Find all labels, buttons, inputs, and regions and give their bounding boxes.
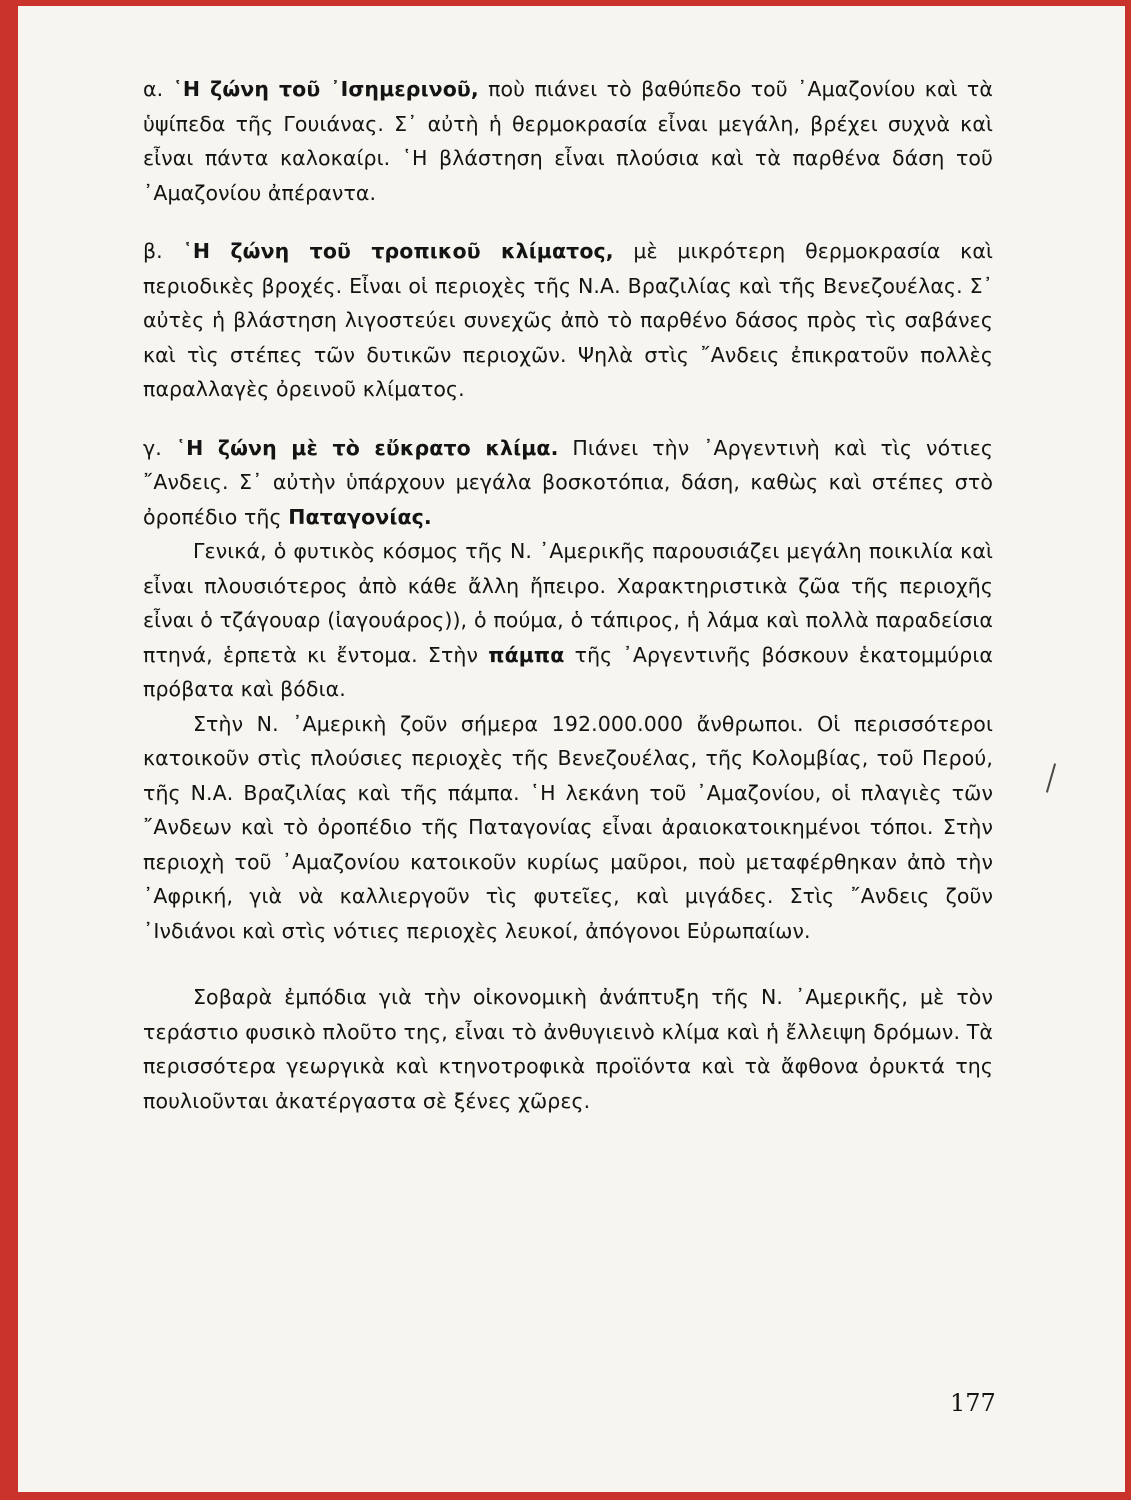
- zone-c-heading: ῾Η ζώνη μὲ τὸ εὔκρατο κλίμα.: [175, 435, 559, 460]
- bottom-scan-edge: [0, 1492, 1131, 1500]
- zone-a-marker: α.: [143, 77, 164, 101]
- zone-a-text: ποὺ πιάνει τὸ βαθύπεδο τοῦ ᾿Αμαζονίου καὶ τὰ ὑψίπεδα τῆς Γουιάνας. Σ᾿ αὐτὴ ἡ θερμοκρασία εἶναι μεγάλη, βρέχει συχνὰ καὶ εἶναι πάντα καλοκαίρι. ῾Η βλάστηση εἶναι πλούσια καὶ τὰ παρθένα δάση τοῦ ᾿Αμαζονίου ἀπέραντα.: [143, 77, 993, 205]
- zone-a-heading: ῾Η ζώνη τοῦ ᾿Ισημερινοῦ,: [172, 77, 479, 101]
- population-paragraph: [143, 707, 993, 949]
- right-scan-edge: [1125, 0, 1131, 1500]
- zone-a-paragraph: [143, 72, 993, 210]
- pencil-margin-mark: [1046, 763, 1056, 792]
- economy-text: Σοβαρὰ ἐμπόδια γιὰ τὴν οἰκονομικὴ ἀνάπτυξη τῆς Ν. ᾿Αμερικῆς, μὲ τὸν τεράστιο φυσικὸ πλοῦτο της, εἶναι τὸ ἀνθυγιεινὸ κλίμα καὶ ἡ ἔλλειψη δρόμων. Τὰ περισσότερα γεωργικὰ καὶ κτηνοτροφικὰ προϊόντα καὶ τὰ ἄφθονα ὀρυκτά της πουλιοῦνται ἀκατέργαστα σὲ ξένες χῶρες.: [143, 985, 993, 1113]
- zone-b-text: μὲ μικρότερη θερμοκρασία καὶ περιοδικὲς βροχές. Εἶναι οἱ περιοχὲς τῆς Ν.Α. Βραζιλίας καὶ τῆς Βενεζουέλας. Σ᾿ αὐτὲς ἡ βλάστηση λιγοστεύει συνεχῶς ἀπὸ τὸ παρθένο δάσος πρὸς τὶς σαβάνες καὶ τὶς στέπες τῶν δυτικῶν περιοχῶν. Ψηλὰ στὶς ῎Ανδεις ἐπικρατοῦν πολλὲς παραλλαγὲς ὀρεινοῦ κλίματος.: [143, 239, 993, 401]
- zone-c-marker: γ.: [143, 435, 162, 460]
- page-text: [143, 72, 993, 1118]
- economy-paragraph: [143, 980, 993, 1118]
- flora-paragraph: [143, 534, 993, 707]
- zone-c-text: Πιάνει τὴν ᾿Αργεντινὴ καὶ τὶς νότιες ῎Ανδεις. Σ᾿ αὐτὴν ὑπάρχουν μεγάλα βοσκοτόπια, δάση, καθὼς καὶ στέπες στὸ ὀροπέδιο τῆς: [143, 435, 994, 529]
- zone-b-heading: ῾Η ζώνη τοῦ τροπικοῦ κλίματος,: [182, 239, 614, 263]
- flora-text-before: Γενικά, ὁ φυτικὸς κόσμος τῆς Ν. ᾿Αμερικῆς παρουσιάζει μεγάλη ποικιλία καὶ εἶναι πλουσιότερος ἀπὸ κάθε ἄλλη ἤπειρο. Χαρακτηριστικὰ ζῶα τῆς περιοχῆς εἶναι ὁ τζάγουαρ (ἰαγουάρος)), ὁ πούμα, ὁ τάπιρος, ἡ λάμα καὶ πολλὰ παραδείσια πτηνά, ἑρπετὰ κι ἔντομα. Στὴν: [143, 539, 993, 667]
- top-scan-edge: [0, 0, 1131, 6]
- flora-pampa: πάμπα: [488, 642, 565, 667]
- population-text: Στὴν Ν. ᾿Αμερικὴ ζοῦν σήμερα 192.000.000 ἄνθρωποι. Οἱ περισσότεροι κατοικοῦν στὶς πλούσιες περιοχὲς τῆς Βενεζουέλας, τῆς Κολομβίας, τοῦ Περού, τῆς Ν.Α. Βραζιλίας καὶ τῆς πάμπα. ῾Η λεκάνη τοῦ ᾿Αμαζονίου, οἱ πλαγιὲς τῶν ῎Ανδεων καὶ τὸ ὀροπέδιο τῆς Παταγονίας εἶναι ἀραιοκατοικημένοι τόποι. Στὴν περιοχὴ τοῦ ᾿Αμαζονίου κατοικοῦν κυρίως μαῦροι, ποὺ μεταφέρθηκαν ἀπὸ τὴν ᾿Αφρική, γιὰ νὰ καλλιεργοῦν τὶς φυτεῖες, καὶ μιγάδες. Στὶς ῎Ανδεις ζοῦν ᾿Ινδιάνοι καὶ στὶς νότιες περιοχὲς λευκοί, ἀπόγονοι Εὐρωπαίων.: [143, 711, 993, 943]
- zone-b-paragraph: [143, 234, 993, 407]
- flora-text-after: τῆς ᾿Αργεντινῆς βόσκουν ἑκατομμύρια πρόβατα καὶ βόδια.: [143, 642, 994, 701]
- left-scan-edge: [0, 0, 18, 1500]
- page-number: 177: [950, 1389, 996, 1417]
- zone-c-place: Παταγονίας.: [288, 504, 432, 529]
- zone-b-marker: β.: [143, 239, 163, 263]
- zone-c-paragraph: [143, 431, 993, 535]
